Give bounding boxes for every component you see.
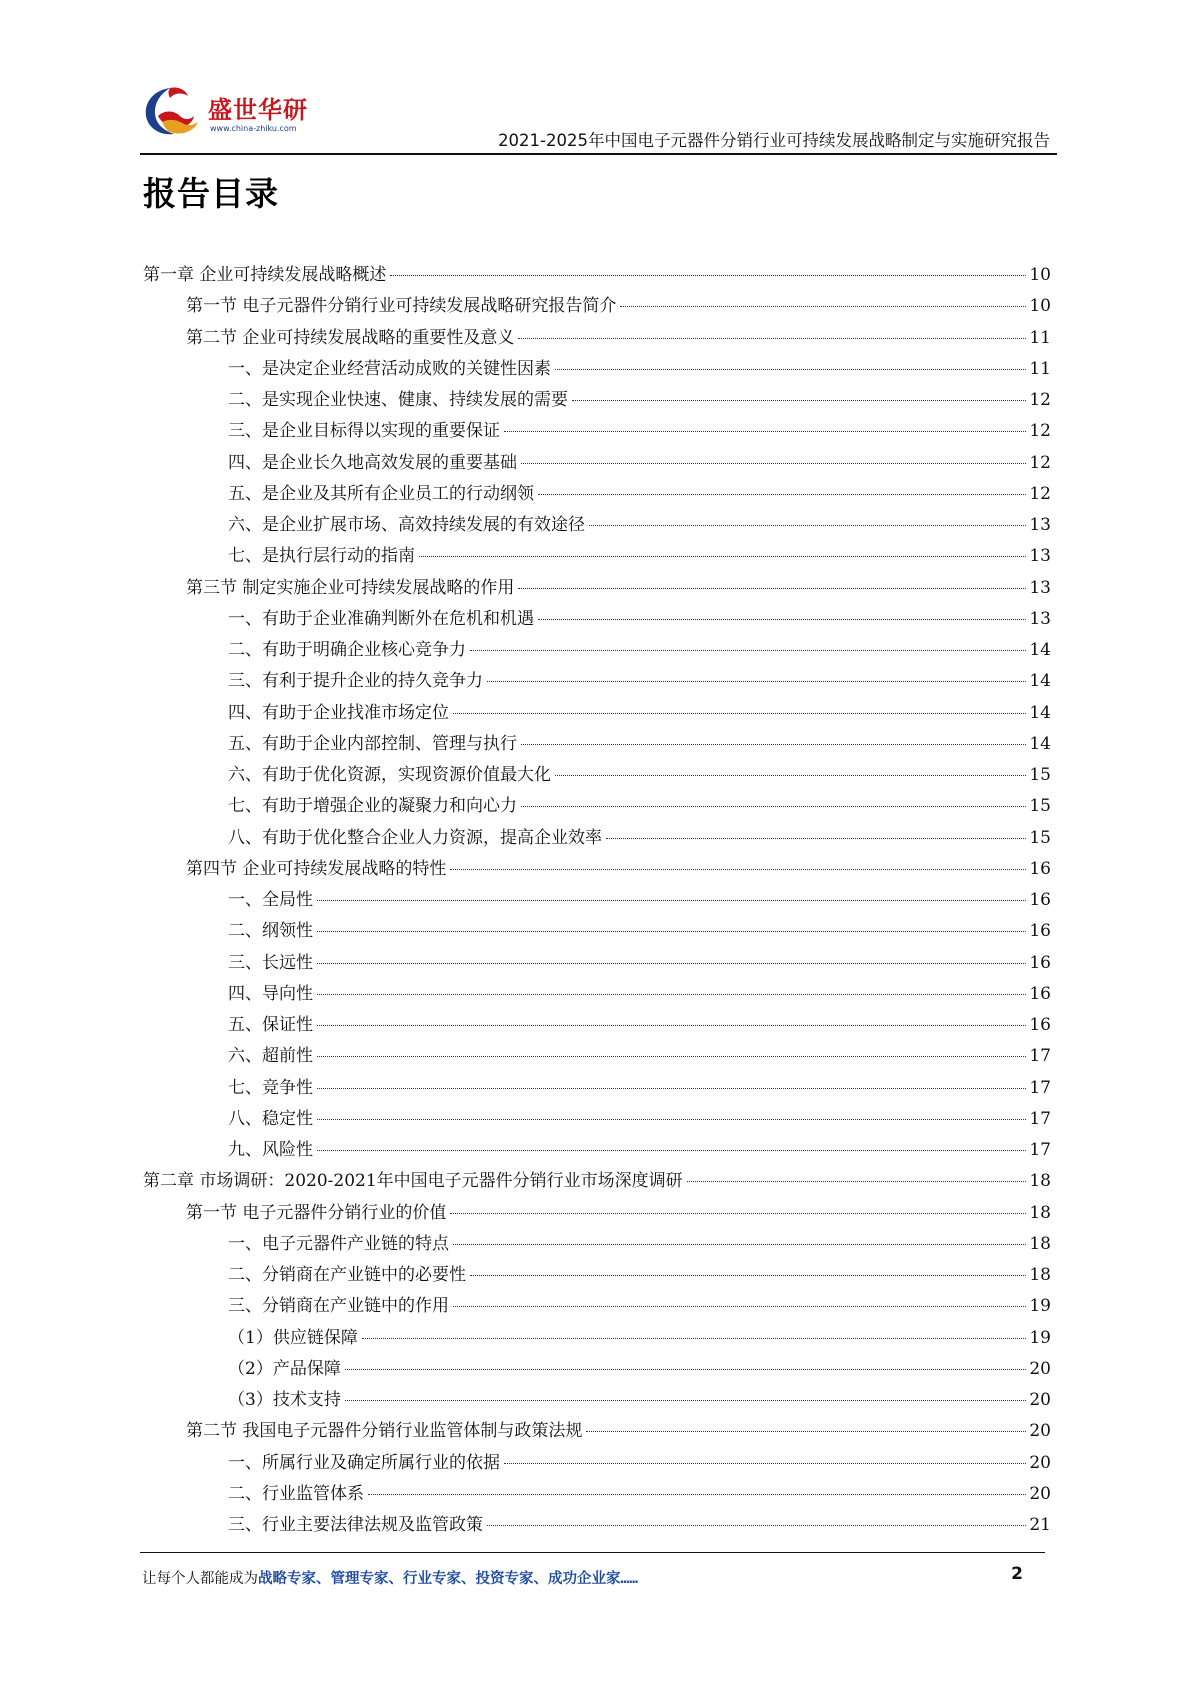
toc-entry-page: 12 bbox=[1029, 483, 1051, 504]
toc-entry-page: 18 bbox=[1029, 1171, 1051, 1192]
toc-leader-dots bbox=[606, 838, 1026, 839]
toc-entry-label: 三、有利于提升企业的持久竞争力 bbox=[228, 671, 483, 692]
toc-leader-dots bbox=[317, 963, 1026, 964]
toc-leader-dots bbox=[453, 713, 1026, 714]
report-title: 2021-2025年中国电子元器件分销行业可持续发展战略制定与实施研究报告 bbox=[498, 131, 1050, 150]
toc-leader-dots bbox=[518, 338, 1026, 339]
toc-leader-dots bbox=[317, 1056, 1026, 1057]
logo-text: 盛世华研 bbox=[208, 96, 308, 124]
header-divider bbox=[140, 153, 1057, 155]
toc-entry-label: 四、是企业长久地高效发展的重要基础 bbox=[228, 452, 517, 473]
toc-entry[interactable] bbox=[143, 1166, 1051, 1197]
toc-entry[interactable] bbox=[143, 385, 1051, 416]
toc-entry[interactable] bbox=[143, 635, 1051, 666]
toc-leader-dots bbox=[521, 806, 1026, 807]
toc-entry-page: 10 bbox=[1029, 265, 1051, 285]
toc-entry-label: 二、分销商在产业链中的必要性 bbox=[228, 1265, 466, 1285]
toc-leader-dots bbox=[470, 1275, 1026, 1276]
toc-leader-dots bbox=[317, 1025, 1026, 1026]
logo-url: www.china-zhiku.com bbox=[210, 124, 297, 133]
toc-entry-page: 12 bbox=[1029, 390, 1051, 410]
toc-entry-page: 15 bbox=[1029, 827, 1051, 848]
page-number: 2 bbox=[1011, 1564, 1023, 1584]
toc-entry-page: 18 bbox=[1029, 1202, 1051, 1223]
toc-entry-page: 20 bbox=[1029, 1390, 1051, 1410]
toc-entry-page: 13 bbox=[1029, 546, 1051, 567]
toc-entry-label: 第二章 市场调研：2020-2021年中国电子元器件分销行业市场深度调研 bbox=[143, 1171, 683, 1192]
toc-entry-page: 10 bbox=[1029, 296, 1051, 317]
toc-entry[interactable] bbox=[143, 916, 1051, 947]
toc-entry[interactable] bbox=[143, 1354, 1051, 1385]
toc-entry-page: 13 bbox=[1029, 608, 1051, 629]
toc-entry-page: 16 bbox=[1029, 921, 1051, 942]
toc-leader-dots bbox=[487, 681, 1026, 682]
toc-entry-page: 16 bbox=[1029, 1015, 1051, 1035]
toc-entry-label: 一、所属行业及确定所属行业的依据 bbox=[228, 1452, 500, 1473]
toc-entry-page: 20 bbox=[1029, 1483, 1051, 1504]
toc-entry[interactable] bbox=[143, 1229, 1051, 1260]
toc-entry-label: 第一章 企业可持续发展战略概述 bbox=[143, 265, 387, 285]
toc-entry[interactable] bbox=[143, 729, 1051, 760]
toc-entry[interactable] bbox=[143, 1323, 1051, 1354]
toc-entry[interactable] bbox=[143, 760, 1051, 791]
toc-entry-label: 七、有助于增强企业的凝聚力和向心力 bbox=[228, 796, 517, 817]
toc-entry-page: 17 bbox=[1029, 1046, 1051, 1067]
toc-entry-label: 七、是执行层行动的指南 bbox=[228, 546, 415, 567]
toc-leader-dots bbox=[419, 556, 1026, 557]
toc-entry-label: 三、分销商在产业链中的作用 bbox=[228, 1296, 449, 1317]
toc-leader-dots bbox=[555, 369, 1026, 370]
toc-entry[interactable] bbox=[143, 573, 1051, 604]
toc-entry[interactable] bbox=[143, 1479, 1051, 1510]
toc-entry-page: 11 bbox=[1029, 327, 1051, 348]
toc-leader-dots bbox=[589, 525, 1026, 526]
toc-entry-label: （2）产品保障 bbox=[228, 1358, 341, 1379]
toc-entry-label: 二、有助于明确企业核心竞争力 bbox=[228, 640, 466, 660]
toc-entry[interactable] bbox=[143, 1510, 1051, 1541]
toc-entry-label: 一、有助于企业准确判断外在危机和机遇 bbox=[228, 608, 534, 629]
toc-entry[interactable] bbox=[143, 1416, 1051, 1447]
toc-entry[interactable] bbox=[143, 1448, 1051, 1479]
toc-entry[interactable] bbox=[143, 979, 1051, 1010]
toc-leader-dots bbox=[362, 1338, 1027, 1339]
toc-leader-dots bbox=[538, 494, 1026, 495]
toc-leader-dots bbox=[317, 900, 1026, 901]
toc-entry-label: 第四节 企业可持续发展战略的特性 bbox=[186, 858, 447, 879]
toc-entry-page: 20 bbox=[1029, 1421, 1051, 1442]
toc-entry[interactable] bbox=[143, 1041, 1051, 1072]
toc-entry[interactable] bbox=[143, 1198, 1051, 1229]
toc-entry[interactable] bbox=[143, 1104, 1051, 1135]
toc-entry[interactable] bbox=[143, 260, 1051, 291]
toc-entry-page: 16 bbox=[1029, 983, 1051, 1004]
toc-leader-dots bbox=[470, 650, 1026, 651]
toc-entry-label: 第二节 企业可持续发展战略的重要性及意义 bbox=[186, 327, 515, 348]
toc-entry[interactable] bbox=[143, 323, 1051, 354]
toc-entry-label: 一、是决定企业经营活动成败的关键性因素 bbox=[228, 358, 551, 379]
toc-entry-page: 12 bbox=[1029, 421, 1051, 442]
toc-leader-dots bbox=[453, 1244, 1026, 1245]
toc-entry[interactable] bbox=[143, 604, 1051, 635]
toc-leader-dots bbox=[390, 275, 1026, 276]
toc-entry-label: 二、行业监管体系 bbox=[228, 1483, 364, 1504]
toc-entry[interactable] bbox=[143, 666, 1051, 697]
toc-entry-label: 四、有助于企业找准市场定位 bbox=[228, 702, 449, 723]
footer-slogan-prefix: 让每个人都能成为 bbox=[142, 1571, 258, 1587]
toc-entry[interactable] bbox=[143, 698, 1051, 729]
toc-entry-page: 17 bbox=[1029, 1108, 1051, 1129]
toc-entry-page: 16 bbox=[1029, 890, 1051, 910]
toc-leader-dots bbox=[504, 431, 1026, 432]
toc-entry-label: 六、有助于优化资源，实现资源价值最大化 bbox=[228, 765, 551, 785]
toc-entry-page: 15 bbox=[1029, 765, 1051, 785]
toc-entry-label: 三、行业主要法律法规及监管政策 bbox=[228, 1515, 483, 1535]
toc-entry-label: 一、电子元器件产业链的特点 bbox=[228, 1233, 449, 1254]
toc-entry-page: 17 bbox=[1029, 1140, 1051, 1160]
toc-entry[interactable] bbox=[143, 948, 1051, 979]
toc-leader-dots bbox=[368, 1494, 1026, 1495]
logo-emblem-icon bbox=[140, 82, 210, 142]
page-title: 报告目录 bbox=[143, 174, 279, 213]
toc-entry-page: 13 bbox=[1029, 515, 1051, 535]
toc-entry-label: 八、有助于优化整合企业人力资源，提高企业效率 bbox=[228, 827, 602, 848]
toc-leader-dots bbox=[538, 619, 1026, 620]
toc-entry[interactable] bbox=[143, 1010, 1051, 1041]
toc-entry-page: 18 bbox=[1029, 1233, 1051, 1254]
toc-entry[interactable] bbox=[143, 791, 1051, 822]
toc-leader-dots bbox=[521, 463, 1026, 464]
toc-entry-label: 第二节 我国电子元器件分销行业监管体制与政策法规 bbox=[186, 1421, 583, 1442]
toc-entry-page: 21 bbox=[1029, 1515, 1051, 1535]
toc-entry-label: 八、稳定性 bbox=[228, 1108, 313, 1129]
toc-entry-label: 六、是企业扩展市场、高效持续发展的有效途径 bbox=[228, 515, 585, 535]
toc-entry-page: 19 bbox=[1029, 1327, 1051, 1348]
toc-leader-dots bbox=[521, 744, 1026, 745]
toc-entry-page: 14 bbox=[1029, 702, 1051, 723]
toc-entry[interactable] bbox=[143, 448, 1051, 479]
toc-entry-page: 14 bbox=[1029, 640, 1051, 660]
toc-entry-label: 四、导向性 bbox=[228, 983, 313, 1004]
toc-entry-label: 五、保证性 bbox=[228, 1015, 313, 1035]
toc-leader-dots bbox=[345, 1369, 1027, 1370]
toc-entry[interactable] bbox=[143, 1073, 1051, 1104]
toc-entry[interactable] bbox=[143, 416, 1051, 447]
toc-leader-dots bbox=[450, 869, 1026, 870]
toc-entry[interactable] bbox=[143, 291, 1051, 322]
toc-entry-label: 九、风险性 bbox=[228, 1140, 313, 1160]
toc-leader-dots bbox=[317, 1088, 1026, 1089]
toc-entry[interactable] bbox=[143, 479, 1051, 510]
toc-entry-page: 14 bbox=[1029, 733, 1051, 754]
toc-entry-label: 三、长远性 bbox=[228, 952, 313, 973]
toc-entry-label: 五、是企业及其所有企业员工的行动纲领 bbox=[228, 483, 534, 504]
toc-entry[interactable] bbox=[143, 854, 1051, 885]
toc-entry-page: 17 bbox=[1029, 1077, 1051, 1098]
toc-leader-dots bbox=[317, 931, 1026, 932]
toc-leader-dots bbox=[487, 1525, 1026, 1526]
toc-entry-page: 16 bbox=[1029, 858, 1051, 879]
footer-slogan-highlight: 战略专家、管理专家、行业专家、投资专家、成功企业家…… bbox=[258, 1571, 638, 1587]
company-logo bbox=[140, 82, 310, 148]
toc-entry-label: 三、是企业目标得以实现的重要保证 bbox=[228, 421, 500, 442]
toc-entry[interactable] bbox=[143, 823, 1051, 854]
toc-entry-label: 二、是实现企业快速、健康、持续发展的需要 bbox=[228, 390, 568, 410]
toc-entry-label: 第一节 电子元器件分销行业的价值 bbox=[186, 1202, 447, 1223]
toc-leader-dots bbox=[317, 994, 1026, 995]
toc-entry-page: 11 bbox=[1029, 358, 1051, 379]
toc-entry[interactable] bbox=[143, 541, 1051, 572]
toc-entry[interactable] bbox=[143, 1385, 1051, 1416]
footer-divider bbox=[140, 1552, 1045, 1553]
toc-entry-page: 12 bbox=[1029, 452, 1051, 473]
toc-leader-dots bbox=[317, 1119, 1026, 1120]
toc-entry[interactable] bbox=[143, 1135, 1051, 1166]
toc-entry[interactable] bbox=[143, 354, 1051, 385]
toc-entry[interactable] bbox=[143, 885, 1051, 916]
toc-entry-label: 第三节 制定实施企业可持续发展战略的作用 bbox=[186, 577, 515, 598]
toc-entry-page: 14 bbox=[1029, 671, 1051, 692]
toc-leader-dots bbox=[453, 1306, 1026, 1307]
toc-entry-label: 五、有助于企业内部控制、管理与执行 bbox=[228, 733, 517, 754]
toc-entry-label: 二、纲领性 bbox=[228, 921, 313, 942]
toc-entry[interactable] bbox=[143, 510, 1051, 541]
footer-slogan bbox=[142, 1567, 638, 1588]
toc-leader-dots bbox=[345, 1400, 1027, 1401]
table-of-contents bbox=[143, 260, 1051, 1541]
toc-entry-label: 七、竞争性 bbox=[228, 1077, 313, 1098]
toc-entry[interactable] bbox=[143, 1291, 1051, 1322]
toc-entry-page: 18 bbox=[1029, 1265, 1051, 1285]
toc-leader-dots bbox=[518, 588, 1026, 589]
toc-entry-label: 六、超前性 bbox=[228, 1046, 313, 1067]
toc-leader-dots bbox=[586, 1431, 1026, 1432]
toc-entry-page: 15 bbox=[1029, 796, 1051, 817]
toc-entry-label: 第一节 电子元器件分销行业可持续发展战略研究报告简介 bbox=[186, 296, 617, 317]
toc-entry[interactable] bbox=[143, 1260, 1051, 1291]
toc-entry-label: 一、全局性 bbox=[228, 890, 313, 910]
toc-entry-label: （1）供应链保障 bbox=[228, 1327, 358, 1348]
toc-leader-dots bbox=[620, 306, 1026, 307]
toc-leader-dots bbox=[687, 1181, 1027, 1182]
toc-entry-page: 19 bbox=[1029, 1296, 1051, 1317]
toc-leader-dots bbox=[504, 1463, 1026, 1464]
toc-entry-page: 13 bbox=[1029, 577, 1051, 598]
toc-entry-page: 16 bbox=[1029, 952, 1051, 973]
toc-leader-dots bbox=[555, 775, 1026, 776]
toc-leader-dots bbox=[572, 400, 1026, 401]
toc-leader-dots bbox=[450, 1213, 1026, 1214]
toc-entry-page: 20 bbox=[1029, 1452, 1051, 1473]
toc-entry-page: 20 bbox=[1029, 1358, 1051, 1379]
toc-leader-dots bbox=[317, 1150, 1026, 1151]
toc-entry-label: （3）技术支持 bbox=[228, 1390, 341, 1410]
